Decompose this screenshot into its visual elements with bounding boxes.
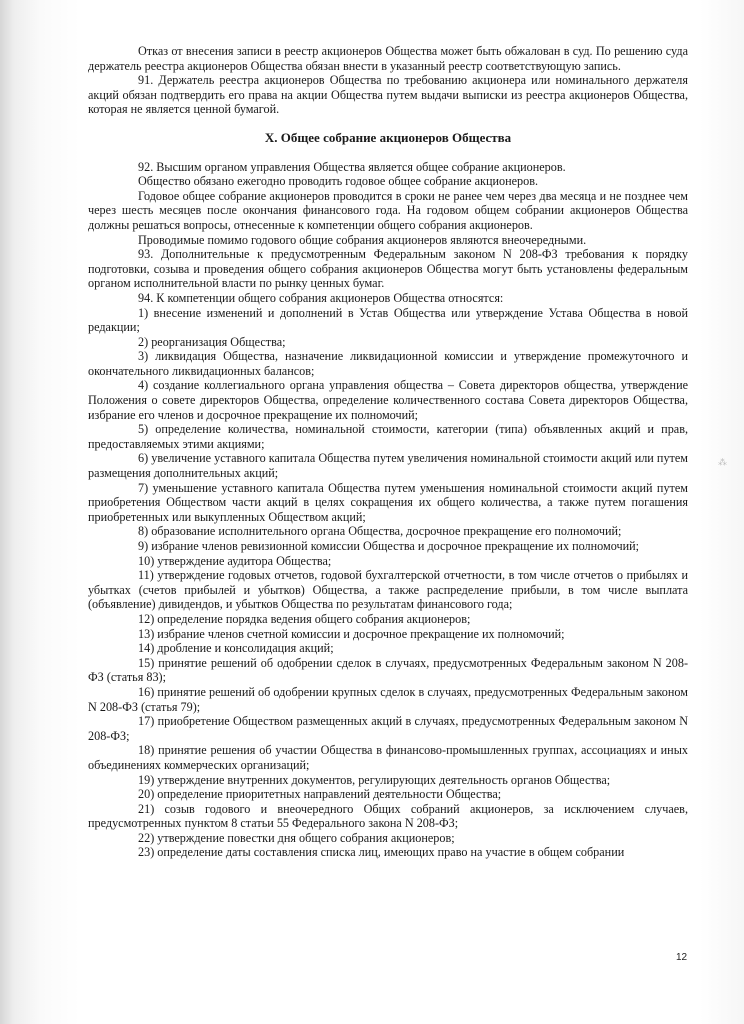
paragraph-intro-1: Отказ от внесения записи в реестр акционеров Общества может быть обжалован в суд. По решению суда держатель реестра акционеров Общества обязан внести в указанный реестр соответствующую запись. xyxy=(88,44,688,73)
paragraph: Общество обязано ежегодно проводить годовое общее собрание акционеров. xyxy=(138,174,539,189)
list-item: 17) приобретение Обществом размещенных акций в случаях, предусмотренных Федеральным законом N 208-ФЗ; xyxy=(88,714,688,743)
list-item: 21) созыв годового и внеочередного Общих собраний акционеров, за исключением случаев, предусмотренных пунктом 8 статьи 55 Федерального закона N 208-ФЗ; xyxy=(88,801,688,831)
paragraph-94: 94. К компетенции общего собрания акционеров Общества относятся: xyxy=(138,290,504,305)
list-item: 3) ликвидация Общества, назначение ликвидационной комиссии и утверждение промежуточного и окончательного ликвидационных балансов; xyxy=(88,349,688,378)
list-item: 8) образование исполнительного органа Общества, досрочное прекращение его полномочий; xyxy=(138,524,622,539)
list-item: 1) внесение изменений и дополнений в Устав Общества или утверждение Устава Общества в новой редакции; xyxy=(88,305,688,335)
list-item: 19) утверждение внутренних документов, регулирующих деятельность органов Общества; xyxy=(138,772,611,787)
list-item: 22) утверждение повестки дня общего собрания акционеров; xyxy=(138,830,455,845)
paragraph: Годовое общее собрание акционеров проводится в сроки не ранее чем через два месяца и не позднее чем через шесть месяцев после окончания финансового года. На годовом общем собрании акционеров Общества должны решаться вопросы, отнесенные к компетенции общего собрания акционеров. xyxy=(88,188,688,232)
paragraph: Проводимые помимо годового общие собрания акционеров являются внеочередными. xyxy=(138,232,587,247)
list-item: 5) определение количества, номинальной стоимости, категории (типа) объявленных акций и прав, предоставляемых этими акциями; xyxy=(88,422,688,451)
document-body xyxy=(88,44,688,860)
list-item: 6) увеличение уставного капитала Общества путем увеличения номинальной стоимости акций или путем размещения дополнительных акций; xyxy=(88,451,688,481)
list-item: 13) избрание членов счетной комиссии и досрочное прекращение их полномочий; xyxy=(138,626,565,641)
list-item: 20) определение приоритетных направлений деятельности Общества; xyxy=(138,787,502,802)
list-item: 4) создание коллегиального органа управления общества – Совета директоров общества, утверждение Положения о совете директоров Общества, определение количественного состава Совета директоров Общества, избрание его членов и досрочное прекращение их полномочий; xyxy=(88,378,688,422)
list-item: 12) определение порядка ведения общего собрания акционеров; xyxy=(138,611,471,626)
list-item: 15) принятие решений об одобрении сделок в случаях, предусмотренных Федеральным законом N 208-ФЗ (статья 83); xyxy=(88,655,688,685)
list-item: 18) принятие решения об участии Общества в финансово-промышленных группах, ассоциациях и иных объединениях коммерческих организаций; xyxy=(88,743,688,772)
list-item: 7) уменьшение уставного капитала Общества путем уменьшения номинальной стоимости акций путем приобретения Обществом части акций в целях сокращения их общего количества, а также путем погашения приобретенных или выкупленных Обществом акций; xyxy=(88,480,688,524)
paragraph-93: 93. Дополнительные к предусмотренным Федеральным законом N 208-ФЗ требования к порядку подготовки, созыва и проведения общего собрания акционеров Общества могут быть установлены федеральным органом исполнительной власти по рынку ценных бумаг. xyxy=(88,247,688,291)
section-heading: X. Общее собрание акционеров Общества xyxy=(264,129,512,145)
paragraph-91: 91. Держатель реестра акционеров Общества по требованию акционера или номинального держателя акций обязан подтвердить его права на акции Общества путем выдачи выписки из реестра акционеров Общества, которая не является ценной бумагой. xyxy=(88,73,688,117)
list-item: 2) реорганизация Общества; xyxy=(138,334,286,349)
list-item: 16) принятие решений об одобрении крупных сделок в случаях, предусмотренных Федеральным законом N 208-ФЗ (статья 79); xyxy=(88,684,688,714)
list-item: 10) утверждение аудитора Общества; xyxy=(138,553,332,568)
list-item: 14) дробление и консолидация акций; xyxy=(138,641,334,656)
page-number: 12 xyxy=(676,952,688,963)
list-item: 23) определение даты составления списка лиц, имеющих право на участие в общем собрании xyxy=(138,845,625,860)
list-item: 11) утверждение годовых отчетов, годовой бухгалтерской отчетности, в том числе отчетов о прибылях и убытках (счетов прибылей и убытков) Общества, а также распределение прибыли, в том числе выплата (объявление) дивидендов, и убытков Общества по результатам финансового года; xyxy=(88,568,688,612)
scan-artifact: ⁂ xyxy=(718,458,727,468)
paragraph-92: 92. Высшим органом управления Общества является общее собрание акционеров. xyxy=(138,159,566,174)
list-item: 9) избрание членов ревизионной комиссии Общества и досрочное прекращение их полномочий; xyxy=(138,539,640,553)
